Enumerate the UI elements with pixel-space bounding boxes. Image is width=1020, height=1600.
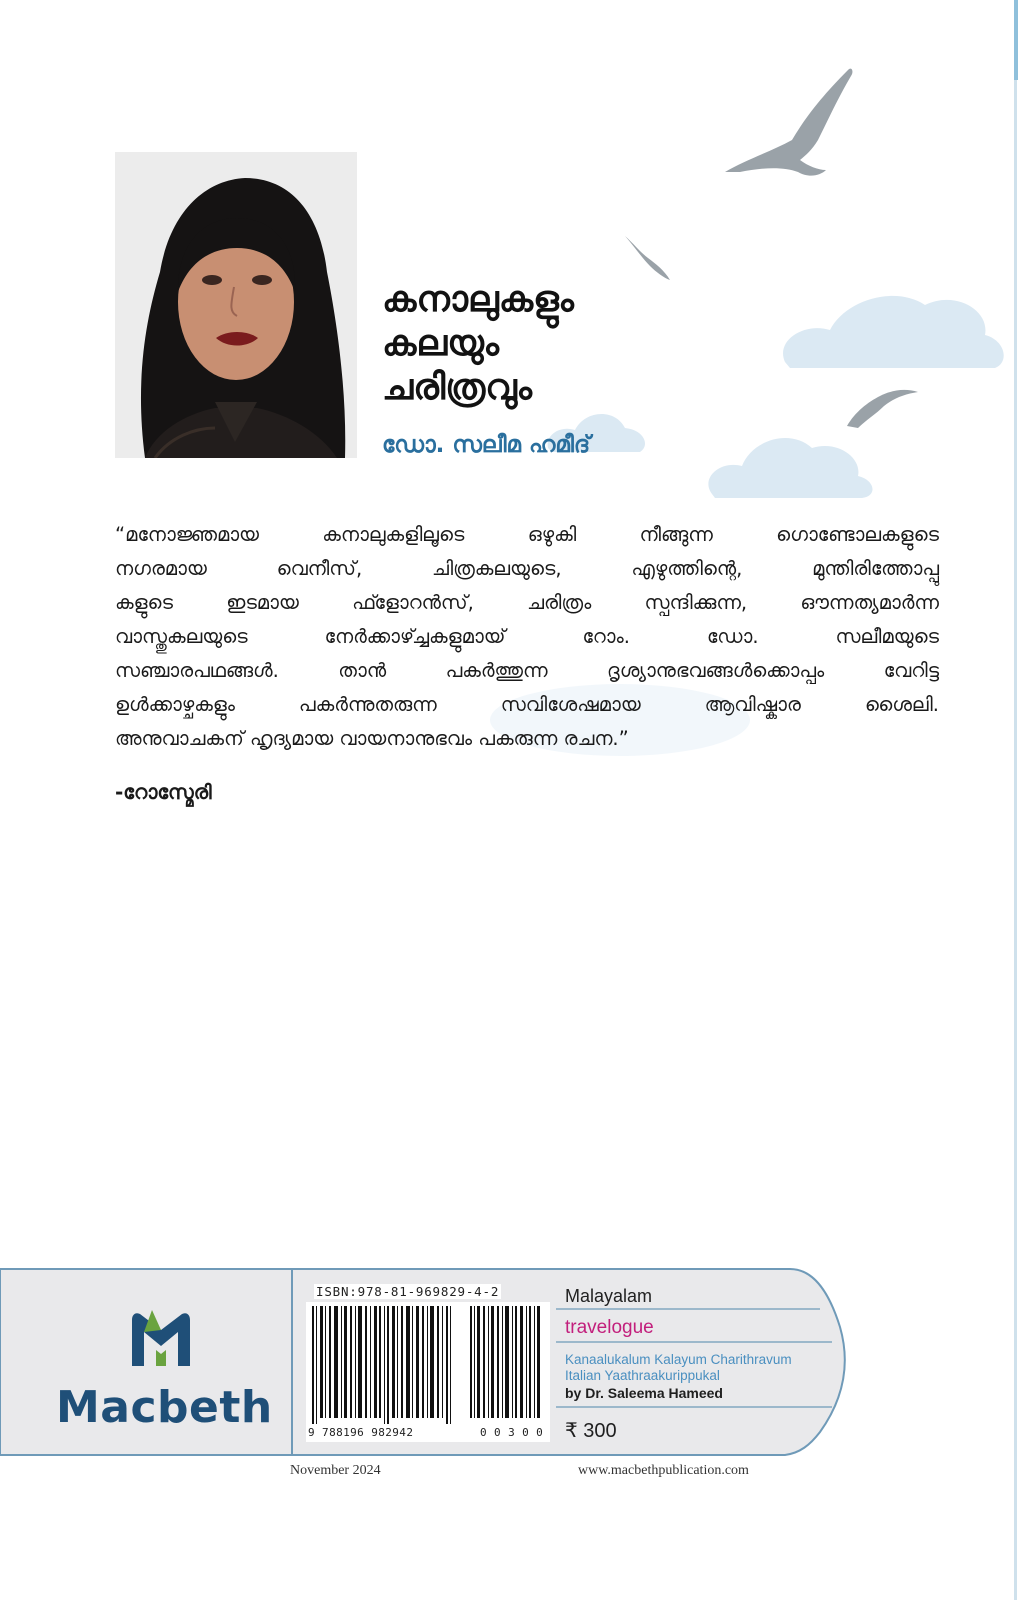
bird-medium-icon: [847, 390, 918, 428]
blurb-line-5: സഞ്ചാരപഥങ്ങൾ. താൻ പകർത്തുന്ന ദൃശ്യാനുഭവങ്ങൾക്കൊപ്പം വേറിട്ട: [115, 659, 939, 682]
cloud-middle: [708, 438, 872, 498]
publisher-website: www.macbethpublication.com: [578, 1463, 749, 1478]
macbeth-logo-icon: [128, 1310, 194, 1368]
transliterated-title: Kanaalukalum Kalayum Charithravum: [565, 1352, 792, 1367]
barcode-bars: [312, 1306, 544, 1424]
blurb-line-4: വാസ്തുകലയുടെ നേർക്കാഴ്ച്ചകളുമായ് റോം. ഡോ. സലീമയുടെ: [115, 625, 939, 648]
bird-large-icon: [725, 69, 852, 176]
publication-date: November 2024: [290, 1463, 381, 1478]
cloud-large: [783, 296, 1004, 368]
author-name: ഡോ. സലീമ ഹമീദ്: [382, 432, 591, 458]
blurb-attribution: -റോസ്മേരി: [115, 780, 212, 804]
barcode-digits: 9 788196 982942: [308, 1426, 414, 1439]
author-photo: [115, 152, 357, 458]
genre-label: travelogue: [565, 1317, 654, 1338]
title-line-1: കനാലുകളും: [382, 279, 574, 320]
title-line-3: ചരിത്രവും: [382, 367, 532, 408]
bird-small-icon: [625, 236, 670, 280]
author-byline: by Dr. Saleema Hameed: [565, 1385, 723, 1401]
transliterated-subtitle: Italian Yaathraakurippukal: [565, 1368, 720, 1383]
blurb-quote: [115, 518, 939, 756]
price-label: ₹ 300: [565, 1420, 617, 1442]
blurb-line-6: ഉൾക്കാഴ്ചകളും പകർന്നുതരുന്ന സവിശേഷമായ ആവിഷ്കാര ശൈലി.: [115, 693, 939, 716]
book-title: [382, 278, 574, 410]
barcode-price-digits: 0 0 3 0 0: [480, 1426, 544, 1439]
blurb-line-2: നഗരമായ വെനീസ്, ചിത്രകലയുടെ, എഴുത്തിന്റെ, മുന്തിരിത്തോപ്പു: [115, 557, 939, 580]
blurb-line-1: “മനോജ്ഞമായ കനാലുകളിലൂടെ ഒഴുകി നീങ്ങുന്ന ഗൊണ്ടോലകളുടെ: [115, 523, 939, 546]
language-label: Malayalam: [565, 1286, 653, 1306]
blurb-line-7: അനുവാചകന് ഹൃദ്യമായ വായനാനുഭവം പകരുന്ന രചന.”: [115, 727, 629, 750]
blurb-line-3: കളുടെ ഇടമായ ഫ്ളോറൻസ്, ചരിത്രം സ്പന്ദിക്കുന്ന, ഔന്നത്യമാർന്ന: [115, 591, 939, 614]
publisher-name: Macbeth: [56, 1382, 273, 1433]
title-line-2: കലയും: [382, 323, 500, 364]
isbn-label: ISBN:978-81-969829-4-2: [316, 1284, 500, 1299]
